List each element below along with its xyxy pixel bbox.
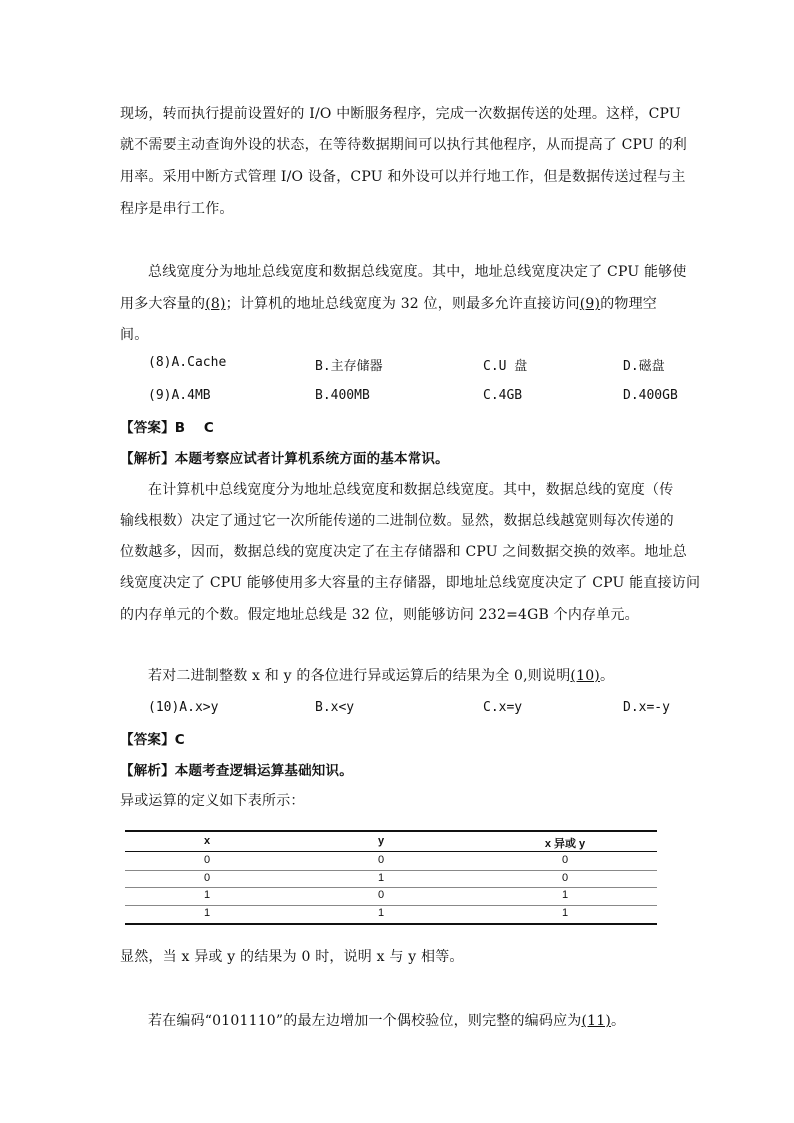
q1-line-3: 间。 — [120, 327, 149, 343]
table-cell: 0 — [561, 872, 569, 884]
option-10d: D.x=-y — [623, 700, 670, 715]
blank-11: (11) — [581, 1013, 612, 1029]
q2-text-c: 。 — [599, 668, 615, 684]
analysis-heading-8-9: 【解析】本题考察应试者计算机系统方面的基本常识。 — [120, 451, 449, 467]
table-cell: 0 — [377, 889, 385, 901]
q1-text-c: ；计算机的地址总线宽度为 32 位，则最多允许直接访问 — [225, 296, 580, 312]
option-8c: C.U 盘 — [483, 359, 528, 374]
intro-line-1: 现场，转而执行提前设置好的 I/O 中断服务程序，完成一次数据传送的处理。这样，CPU — [120, 106, 681, 122]
analysis-line-3: 位数越多，因而，数据总线的宽度决定了在主存储器和 CPU 之间数据交换的效率。地址总 — [120, 544, 687, 560]
table-cell: 0 — [203, 872, 211, 884]
analysis-line-2: 输线根数）决定了通过它一次所能传递的二进制位数。显然，数据总线越宽则每次传递的 — [120, 513, 674, 529]
analysis-line-4: 线宽度决定了 CPU 能够使用多大容量的主存储器，即地址总线宽度决定了 CPU 能直接访问 — [120, 575, 701, 591]
option-8d: D.磁盘 — [623, 359, 665, 374]
answer-8-9: 【答案】B C — [120, 420, 214, 436]
q2-text-a: 若对二进制整数 x 和 y 的各位进行异或运算后的结果为全 0,则说明 — [148, 668, 571, 684]
table-header-xor: x 异或 y — [544, 838, 586, 850]
blank-10: (10) — [570, 668, 600, 684]
analysis-line-1: 在计算机中总线宽度分为地址总线宽度和数据总线宽度。其中，数据总线的宽度（传 — [148, 482, 674, 498]
analysis-line-5: 的内存单元的个数。假定地址总线是 32 位，则能够访问 232=4GB 个内存单元。 — [120, 607, 639, 623]
option-10b: B.x<y — [315, 700, 355, 715]
option-10a: (10)A.x>y — [148, 700, 219, 715]
table-cell: 1 — [377, 872, 385, 884]
option-10c: C.x=y — [483, 700, 523, 715]
table-cell: 0 — [203, 854, 211, 866]
table-header-y: y — [377, 835, 385, 847]
table-row-rule-1 — [125, 870, 657, 871]
analysis-heading-10: 【解析】本题考查逻辑运算基础知识。 — [120, 763, 353, 779]
table-bottom-rule — [125, 923, 657, 925]
option-9c: C.4GB — [483, 388, 523, 403]
blank-8: (8) — [205, 296, 226, 312]
table-cell: 1 — [203, 889, 211, 901]
table-intro: 异或运算的定义如下表所示： — [120, 793, 305, 809]
table-row-rule-2 — [125, 887, 657, 888]
intro-line-4: 程序是串行工作。 — [120, 201, 234, 217]
table-cell: 0 — [561, 854, 569, 866]
q2-line-1 — [148, 665, 614, 685]
table-cell: 0 — [377, 854, 385, 866]
option-8a: (8)A.Cache — [148, 355, 227, 370]
q1-text-e: 的物理空 — [600, 296, 658, 312]
intro-line-3: 用率。采用中断方式管理 I/O 设备，CPU 和外设可以并行地工作，但是数据传送过程与主 — [120, 169, 686, 185]
table-cell: 1 — [561, 889, 569, 901]
q3-text-a: 若在编码“0101110”的最左边增加一个偶校验位，则完整的编码应为 — [148, 1013, 582, 1029]
q1-line-2 — [120, 293, 657, 313]
table-cell: 1 — [377, 907, 385, 919]
q3-text-c: 。 — [611, 1013, 626, 1029]
intro-line-2: 就不需要主动查询外设的状态，在等待数据期间可以执行其他程序，从而提高了 CPU 的利 — [120, 137, 687, 153]
conclusion-line: 显然，当 x 异或 y 的结果为 0 时，说明 x 与 y 相等。 — [120, 949, 464, 965]
q1-text-a: 用多大容量的 — [120, 296, 206, 312]
table-top-rule — [125, 830, 657, 832]
table-row-rule-3 — [125, 905, 657, 906]
table-header-rule — [125, 851, 657, 852]
option-9a: (9)A.4MB — [148, 388, 211, 403]
option-9d: D.400GB — [623, 388, 678, 403]
q1-line-1: 总线宽度分为地址总线宽度和数据总线宽度。其中，地址总线宽度决定了 CPU 能够使 — [148, 264, 687, 280]
answer-10: 【答案】C — [120, 732, 185, 748]
table-cell: 1 — [203, 907, 211, 919]
table-header-x: x — [203, 835, 211, 847]
blank-9: (9) — [579, 296, 601, 312]
q3-line-1 — [148, 1010, 625, 1030]
option-9b: B.400MB — [315, 388, 370, 403]
table-cell: 1 — [561, 907, 569, 919]
option-8b: B.主存储器 — [315, 359, 383, 374]
